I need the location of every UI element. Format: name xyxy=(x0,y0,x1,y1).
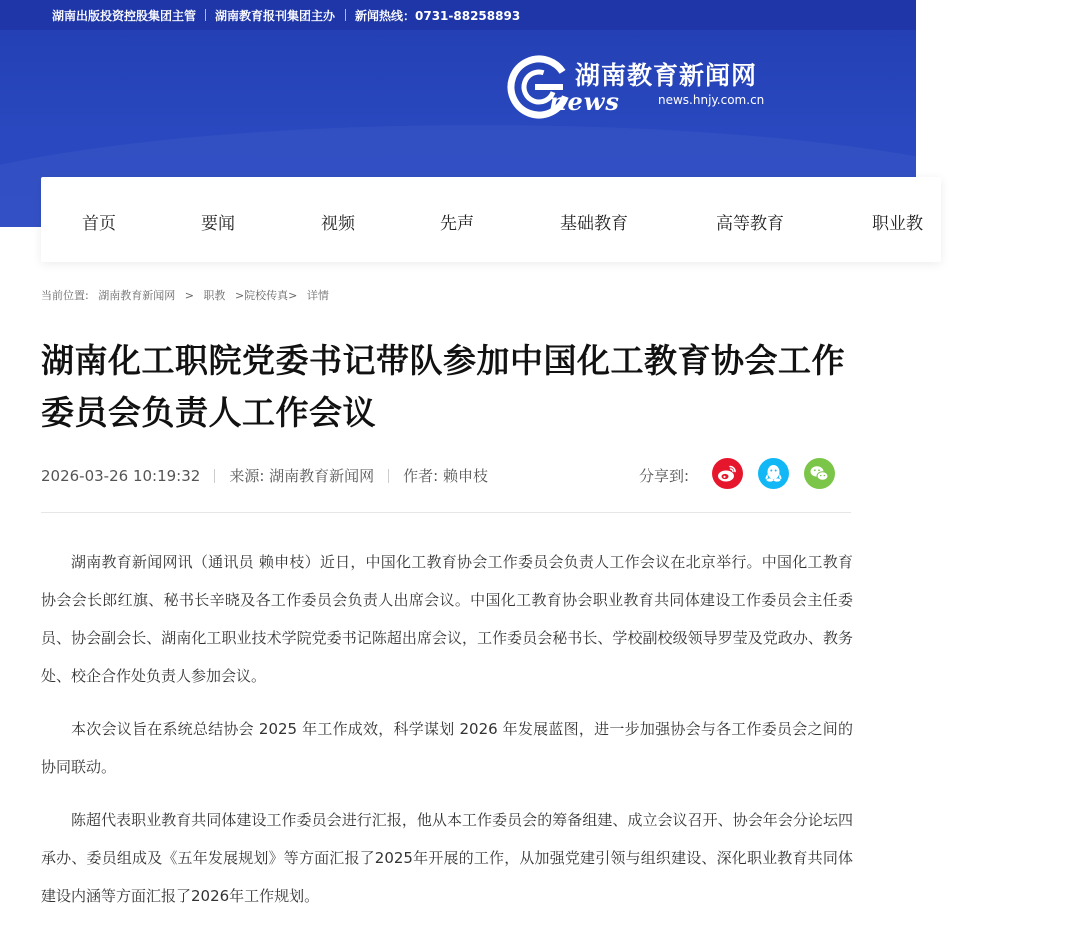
weibo-icon[interactable] xyxy=(712,458,743,489)
topbar-divider xyxy=(205,9,206,21)
article-meta xyxy=(41,465,488,486)
article-paragraph: 本次会议旨在系统总结协会 2025 年工作成效，科学谋划 2026 年发展蓝图，进一步加强协会与各工作委员会之间的协同联动。 xyxy=(41,720,853,776)
nav-item-vocational-education[interactable]: 职业教 xyxy=(872,214,923,234)
topbar-item-sponsor: 湖南教育报刊集团主办 xyxy=(215,9,336,23)
meta-divider-line xyxy=(41,512,851,513)
breadcrumb-prefix: 当前位置: xyxy=(41,289,89,302)
top-info-bar xyxy=(0,0,916,30)
article-author: 作者: 赖申枝 xyxy=(403,467,488,485)
article-title: 湖南化工职院党委书记带队参加中国化工教育协会工作委员会负责人工作会议 xyxy=(41,341,845,432)
nav-item-basic-education[interactable]: 基础教育 xyxy=(560,214,628,234)
qq-icon[interactable] xyxy=(758,458,789,489)
topbar-item-supervisor: 湖南出版投资控股集团主管 xyxy=(52,9,197,23)
nav-item-home[interactable]: 首页 xyxy=(82,214,116,234)
breadcrumb-college-news-link[interactable]: >院校传真> xyxy=(234,289,298,302)
site-domain: news.hnjy.com.cn xyxy=(658,93,765,107)
breadcrumb-home-link[interactable]: 湖南教育新闻网 xyxy=(98,289,176,302)
logo-news-text: news xyxy=(549,87,620,116)
article-paragraph: 湖南教育新闻网讯（通讯员 赖申枝）近日，中国化工教育协会工作委员会负责人工作会议在北京举行。中国化工教育协会会长郎红旗、秘书长辛晓及各工作委员会负责人出席会议。中国化工教育协会职业教育共同体建设工作委员会主任委员、协会副会长、湖南化工职业技术学院党委书记陈超出席会议，工作委员会秘书长、学校副校级领导罗莹及党政办、教务处、校企合作处负责人参加会议。 xyxy=(41,553,853,685)
topbar-divider xyxy=(345,9,346,21)
article-body xyxy=(41,543,853,930)
topbar-item-hotline: 新闻热线：0731-88258893 xyxy=(355,9,521,23)
breadcrumb-vocational-link[interactable]: 职教 xyxy=(203,289,226,302)
wechat-icon[interactable] xyxy=(804,458,835,489)
breadcrumb-current: 详情 xyxy=(306,289,329,302)
article-datetime: 2026-03-26 10:19:32 xyxy=(41,467,201,485)
nav-item-higher-education[interactable]: 高等教育 xyxy=(716,214,784,234)
article-paragraph: 陈超代表职业教育共同体建设工作委员会进行汇报，他从本工作委员会的筹备组建、成立会议召开、协会年会分论坛四承办、委员组成及《五年发展规划》等方面汇报了2025年开展的工作，从加强党建引领与组织建设、深化职业教育共同体建设内涵等方面汇报了2026年工作规划。 xyxy=(41,811,853,905)
breadcrumb xyxy=(41,287,335,303)
meta-divider xyxy=(388,469,389,483)
nav-item-video[interactable]: 视频 xyxy=(321,214,355,234)
article-source: 来源: 湖南教育新闻网 xyxy=(229,467,375,485)
nav-item-headlines[interactable]: 要闻 xyxy=(201,214,235,234)
share-label: 分享到: xyxy=(639,467,690,485)
site-name[interactable]: 湖南教育新闻网 xyxy=(575,61,758,90)
nav-item-xiansheng[interactable]: 先声 xyxy=(440,214,474,234)
breadcrumb-separator: > xyxy=(184,289,194,302)
main-nav xyxy=(41,177,941,262)
meta-divider xyxy=(214,469,215,483)
